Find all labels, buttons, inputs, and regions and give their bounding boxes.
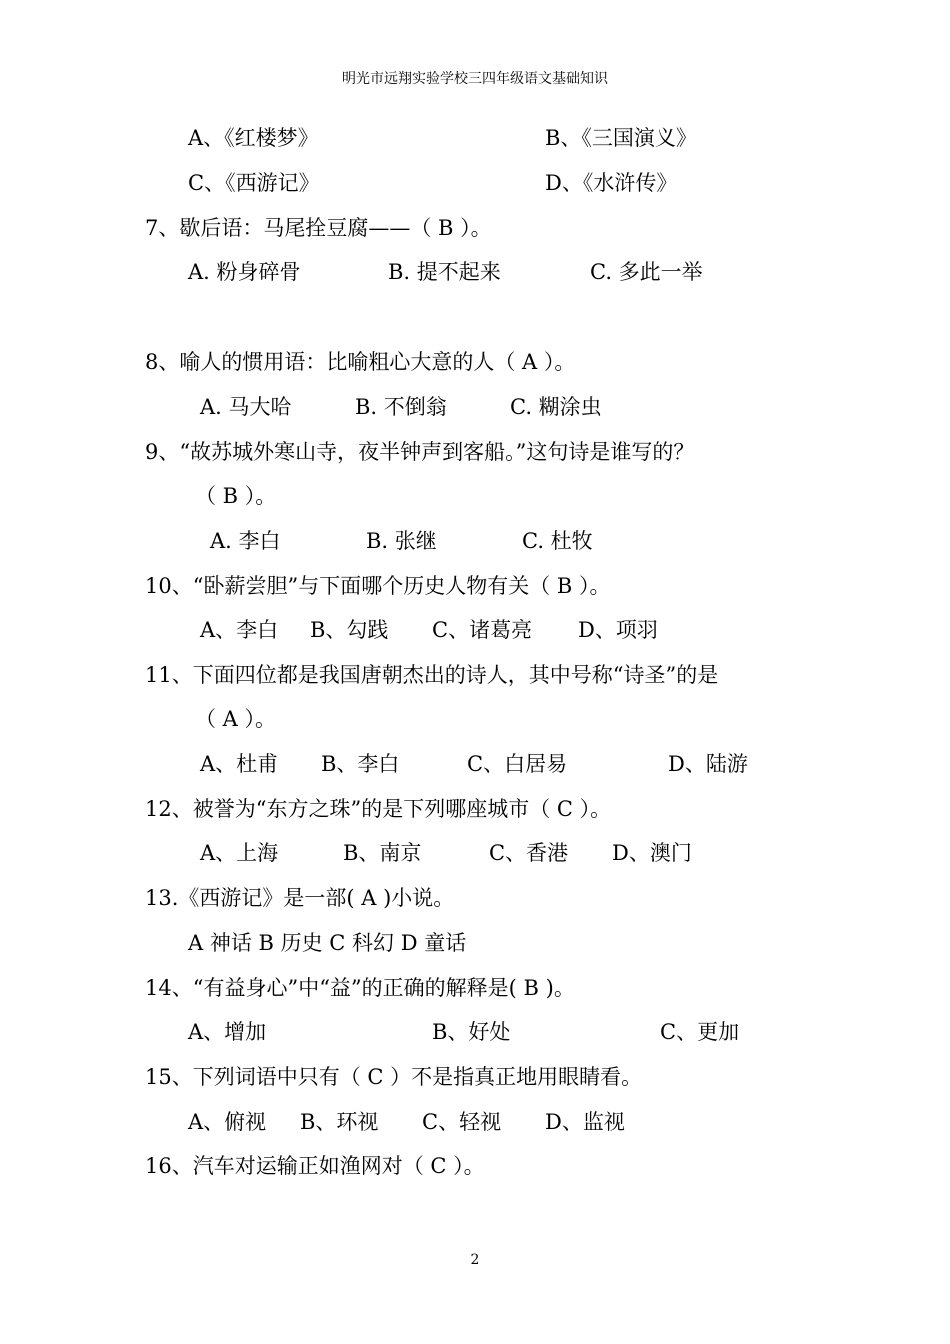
option-line: D、陆游 [668,752,748,776]
option-line: C. 糊涂虫 [510,395,602,419]
option-line: C、诸葛亮 [432,618,533,642]
option-line: B、环视 [300,1110,379,1134]
option-line: A、俯视 [188,1110,267,1134]
answer-line: （ B ）。 [195,484,277,508]
option-line: B、《三国演义》 [545,126,697,150]
option-line: A、李白 [200,618,279,642]
option-line: C、更加 [660,1020,740,1044]
option-line: C、白居易 [467,752,568,776]
option-line: D、项羽 [578,618,658,642]
option-line: D、监视 [545,1110,625,1134]
option-line: D、《水浒传》 [545,171,678,195]
option-line: A. 马大哈 [200,395,292,419]
question-line: 7、歇后语：马尾拴豆腐——（ B ）。 [145,216,492,240]
question-line: 12、被誉为“东方之珠”的是下列哪座城市（ C ）。 [145,797,612,821]
option-line: D、澳门 [612,841,692,865]
option-line: A、杜甫 [200,752,279,776]
option-line: C、香港 [489,841,569,865]
option-line: B. 提不起来 [388,260,501,284]
question-line: 16、汽车对运输正如渔网对（ C ）。 [145,1154,485,1178]
question-line: 14、“有益身心”中“益”的正确的解释是( B )。 [145,976,575,1000]
option-line: B、南京 [343,841,422,865]
option-line: C. 杜牧 [522,529,593,553]
option-line: B、李白 [321,752,400,776]
option-line: A、上海 [200,841,279,865]
answer-line: （ A ）。 [195,707,277,731]
option-line: A. 李白 [210,529,281,553]
option-line: B、勾践 [310,618,389,642]
question-line: 13.《西游记》是一部( A )小说。 [145,886,455,910]
option-line: B. 不倒翁 [355,395,447,419]
option-line: B、好处 [432,1020,511,1044]
option-line: A、《红楼梦》 [188,126,319,150]
option-line: C、轻视 [422,1110,502,1134]
page-number: 2 [470,1252,480,1268]
question-line: 9、“故苏城外寒山寺，夜半钟声到客船。”这句诗是谁写的？ [145,440,695,464]
question-line: 11、下面四位都是我国唐朝杰出的诗人，其中号称“诗圣”的是 [145,663,719,687]
question-line: 8、喻人的惯用语：比喻粗心大意的人（ A ）。 [145,350,576,374]
option-line: A. 粉身碎骨 [188,260,301,284]
option-line: C、《西游记》 [188,171,320,195]
question-line: 10、“卧薪尝胆”与下面哪个历史人物有关（ B ）。 [145,574,611,598]
page-header: 明光市远翔实验学校三四年级语文基础知识 [342,71,608,87]
question-line: 15、下列词语中只有（ C ）不是指真正地用眼睛看。 [145,1065,643,1089]
option-line: B. 张继 [366,529,437,553]
option-line: C. 多此一举 [590,260,703,284]
option-line: A、增加 [188,1020,267,1044]
option-line: A 神话 B 历史 C 科幻 D 童话 [188,931,467,955]
